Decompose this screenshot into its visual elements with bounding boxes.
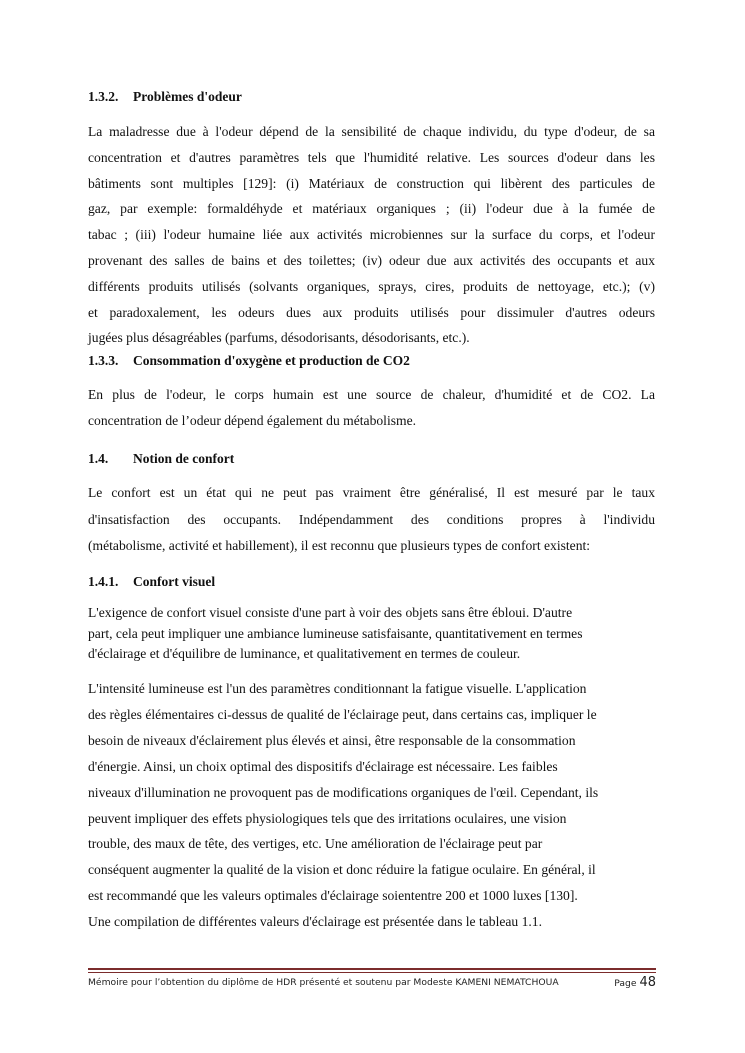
text-line: provenant des salles de bains et des toilettes; (iv) odeur due aux activités des occupants et aux	[88, 252, 655, 268]
page-label: Page	[614, 978, 637, 989]
text-line: des règles élémentaires ci-dessus de qualité de l'éclairage peut, dans certains cas, impliquer le	[88, 706, 597, 722]
text-line: concentration et d'autres paramètres tels que l'humidité relative. Les sources d'odeur dans les	[88, 149, 655, 165]
text-line: peuvent impliquer des effets physiologiques tels que des irritations oculaires, une vision	[88, 810, 567, 826]
section-title: Problèmes d'odeur	[133, 89, 242, 104]
heading-1-4	[88, 451, 234, 467]
text-line: concentration de l’odeur dépend également du métabolisme.	[88, 413, 417, 428]
page-footer	[88, 977, 656, 988]
section-title: Consommation d'oxygène et production de CO2	[133, 353, 410, 368]
text-line: Le confort est un état qui ne peut pas vraiment être généralisé, Il est mesuré par le taux	[88, 485, 655, 500]
section-title: Confort visuel	[133, 574, 216, 589]
section-number: 1.3.3.	[88, 353, 119, 368]
text-line: d'insatisfaction des occupants. Indépendamment des conditions propres à l'individu	[88, 511, 655, 527]
text-line: (métabolisme, activité et habillement), il est reconnu que plusieurs types de confort existent:	[88, 538, 591, 553]
page-indicator	[614, 975, 656, 990]
text-line: conséquent augmenter la qualité de la vision et donc réduire la fatigue oculaire. En général, il	[88, 862, 596, 878]
text-line: La maladresse due à l'odeur dépend de la sensibilité de chaque individu, du type d'odeur, de sa	[88, 124, 655, 139]
footer-divider-thick	[88, 968, 656, 970]
text-line: bâtiments sont multiples [129]: (i) Matériaux de construction qui libèrent des particules de	[88, 175, 655, 191]
footer-divider-thin	[88, 972, 656, 973]
text-line: besoin de niveaux d'éclairement plus élevés et ainsi, être responsable de la consommation	[88, 732, 576, 748]
section-number: 1.3.2.	[88, 89, 119, 104]
paragraph-confort	[88, 480, 655, 560]
text-line: est recommandé que les valeurs optimales d'éclairage soiententre 200 et 1000 luxes [130].	[88, 888, 578, 904]
text-line: En plus de l'odeur, le corps humain est une source de chaleur, d'humidité et de CO2. La	[88, 387, 655, 402]
page-number: 48	[639, 975, 656, 990]
text-line: niveaux d'illumination ne provoquent pas de modifications organiques de l'œil. Cependant, ils	[88, 784, 599, 800]
text-line: tabac ; (iii) l'odeur humaine liée aux activités microbiennes sur la surface du corps, et l'odeur	[88, 227, 655, 243]
footer-text: Mémoire pour l’obtention du diplôme de HDR présenté et soutenu par Modeste KAMENI NEMATCHOUA	[88, 977, 559, 988]
text-line: gaz, par exemple: formaldéhyde et matériaux organiques ; (ii) l'odeur due à la fumée de	[88, 201, 655, 217]
text-line: L'intensité lumineuse est l'un des paramètres conditionnant la fatigue visuelle. L'application	[88, 681, 587, 696]
text-line: part, cela peut impliquer une ambiance lumineuse satisfaisante, quantitativement en termes	[88, 625, 583, 641]
text-line: d'éclairage et d'équilibre de luminance, et qualitativement en termes de couleur.	[88, 646, 521, 661]
section-number: 1.4.	[88, 451, 109, 466]
heading-1-3-2	[88, 89, 242, 105]
text-line: Une compilation de différentes valeurs d'éclairage est présentée dans le tableau 1.1.	[88, 914, 543, 930]
heading-1-3-3	[88, 353, 410, 369]
paragraph-confort-visuel-1	[88, 603, 655, 665]
text-line: L'exigence de confort visuel consiste d'une part à voir des objets sans être ébloui. D'autre	[88, 605, 573, 620]
text-line: jugées plus désagréables (parfums, désodorisants, désodorisants, etc.).	[88, 330, 470, 346]
section-number: 1.4.1.	[88, 574, 119, 589]
text-line: d'énergie. Ainsi, un choix optimal des dispositifs d'éclairage est nécessaire. Les faibles	[88, 758, 558, 774]
text-line: différents produits utilisés (solvants organiques, sprays, cires, produits de nettoyage, etc.); (v)	[88, 278, 655, 294]
text-line: et paradoxalement, les odeurs dues aux produits utilisés pour dissimuler d'autres odeurs	[88, 304, 655, 320]
paragraph-confort-visuel-2	[88, 676, 655, 935]
paragraph-odeur	[88, 119, 655, 351]
text-line: trouble, des maux de tête, des vertiges, etc. Une amélioration de l'éclairage peut par	[88, 836, 543, 852]
section-title: Notion de confort	[133, 451, 235, 466]
paragraph-co2	[88, 382, 655, 434]
heading-1-4-1	[88, 574, 215, 590]
